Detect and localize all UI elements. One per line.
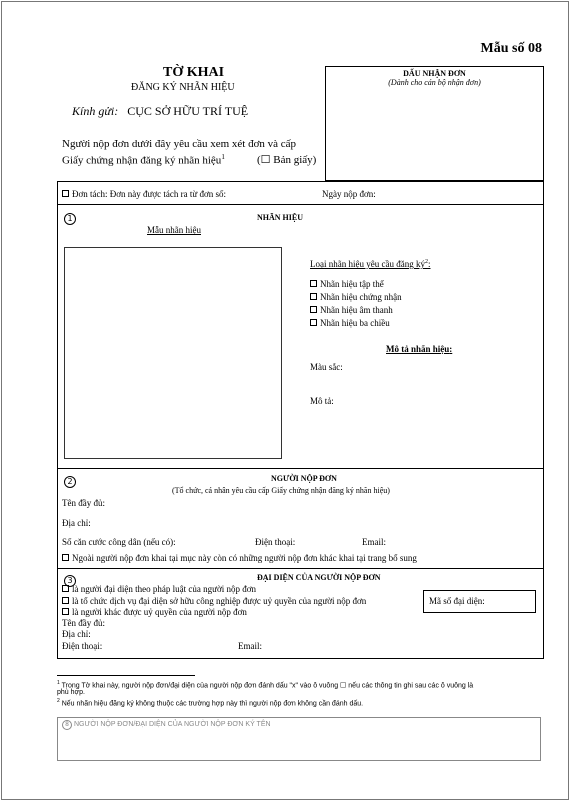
stamp-title: DẤU NHẬN ĐƠN xyxy=(403,69,466,78)
trademark-sample-box[interactable] xyxy=(64,247,282,459)
rep-code-label: Mã số đại diện: xyxy=(429,596,485,606)
checkbox-icon[interactable] xyxy=(310,293,317,300)
divider xyxy=(57,204,544,205)
trademark-type-label: Loại nhãn hiệu yêu cầu đăng $ký^2$: xyxy=(310,259,431,269)
form-subtitle: ĐĂNG KÝ NHÃN HIỆU xyxy=(131,82,235,93)
type-collective-checkbox[interactable]: Nhãn hiệu tập thể xyxy=(310,279,384,289)
section-1-title: NHÃN HIỆU xyxy=(257,213,304,222)
divider xyxy=(57,568,544,569)
checkbox-icon[interactable] xyxy=(62,608,69,615)
applicant-email-label: Email: xyxy=(362,537,386,547)
applicant-address-label: Địa chỉ: xyxy=(62,518,91,528)
addressee-label: Kính gửi: xyxy=(72,104,119,118)
rep-email-label: Email: xyxy=(238,641,262,651)
applicant-id-label: Số căn cước công dân (nếu có): xyxy=(62,537,176,547)
checkbox-icon[interactable] xyxy=(62,585,69,592)
trademark-sample-label: Mẫu nhãn hiệu xyxy=(147,225,201,235)
signature-label: 8 NGƯỜI NỘP ĐƠN/ĐẠI DIỆN CỦA NGƯỜI NỘP ĐƠN KÝ TÊN xyxy=(62,720,271,730)
filing-date-label: Ngày nộp đơn: xyxy=(322,189,376,199)
applicant-name-label: Tên đầy đủ: xyxy=(62,498,105,508)
split-application-checkbox[interactable]: Đơn tách: Đơn này được tách ra từ đơn số: xyxy=(62,189,226,199)
type-sound-checkbox[interactable]: Nhãn hiệu âm thanh xyxy=(310,305,393,315)
rep-address-label: Địa chỉ: xyxy=(62,629,91,639)
rep-phone-label: Điện thoại: xyxy=(62,641,103,651)
trademark-description-title: Mô tả nhãn hiệu: xyxy=(386,344,453,354)
checkbox-icon[interactable] xyxy=(62,554,69,561)
footnote-separator xyxy=(57,675,195,676)
section-3-title: ĐẠI DIỆN CỦA NGƯỜI NỘP ĐƠN xyxy=(257,573,381,582)
footnote-1: $^1$ Trong Tờ khai này, người nộp đơn/đại diện của người nộp đơn đánh dấu "x" vào ô vuông ☐ nếu các thông tin ghi sau các ô vuông là xyxy=(57,680,474,690)
rep-ip-agency-checkbox[interactable]: là tổ chức dịch vụ đại diện sở hữu công nghiệp được uỷ quyền của người nộp đơn xyxy=(62,596,366,606)
checkbox-icon[interactable] xyxy=(310,306,317,313)
section-3-number: 3 xyxy=(64,570,76,588)
color-label: Màu sắc: xyxy=(310,362,343,372)
divider xyxy=(57,468,544,469)
applicant-phone-label: Điện thoại: xyxy=(255,537,296,547)
stamp-subtitle: (Dành cho cán bộ nhận đơn) xyxy=(388,78,481,87)
checkbox-icon[interactable] xyxy=(62,597,69,604)
section-2-number: 2 xyxy=(64,471,76,489)
rep-legal-checkbox[interactable]: là người đại diện theo pháp luật của người nộp đơn xyxy=(62,584,256,594)
type-3d-checkbox[interactable]: Nhãn hiệu ba chiều xyxy=(310,318,390,328)
description-label: Mô tả: xyxy=(310,396,334,406)
section-1-number: 1 xyxy=(64,208,76,226)
footnote-1-cont: phù hợp. xyxy=(57,689,85,696)
section-2-title: NGƯỜI NỘP ĐƠN xyxy=(271,474,337,483)
checkbox-icon[interactable] xyxy=(62,190,69,197)
checkbox-icon[interactable] xyxy=(310,280,317,287)
rep-other-checkbox[interactable]: là người khác được uỷ quyền của người nộp đơn xyxy=(62,607,247,617)
addressee-value: CỤC SỞ HỮU TRÍ TUỆ xyxy=(127,104,249,118)
intro-line1: Người nộp đơn dưới đây yêu cầu xem xét đơn và cấp xyxy=(62,138,297,150)
type-certification-checkbox[interactable]: Nhãn hiệu chứng nhận xyxy=(310,292,402,302)
paper-copy-checkbox[interactable]: (☐ Bản giấy) xyxy=(257,154,317,166)
rep-name-label: Tên đầy đủ: xyxy=(62,618,105,628)
form-title: TỜ KHAI xyxy=(163,65,225,80)
checkbox-icon[interactable] xyxy=(310,319,317,326)
form-number: Mẫu số 08 xyxy=(480,41,542,56)
section-2-subtitle: (Tổ chức, cá nhân yêu cầu cấp Giấy chứng nhận đăng ký nhãn hiệu) xyxy=(172,486,390,495)
intro-line2: Giấy chứng nhận đăng ký nhãn hiệu$^1$ xyxy=(62,153,225,167)
footnote-2: $^2$ Nếu nhãn hiệu đăng ký không thuộc các trường hợp này thì người nộp đơn không cần đánh dấu. xyxy=(57,698,364,708)
addressee xyxy=(72,104,248,119)
other-applicants-checkbox[interactable]: Ngoài người nộp đơn khai tại mục này còn có những người nộp đơn khác khai tại trang bổ sung xyxy=(62,553,417,563)
